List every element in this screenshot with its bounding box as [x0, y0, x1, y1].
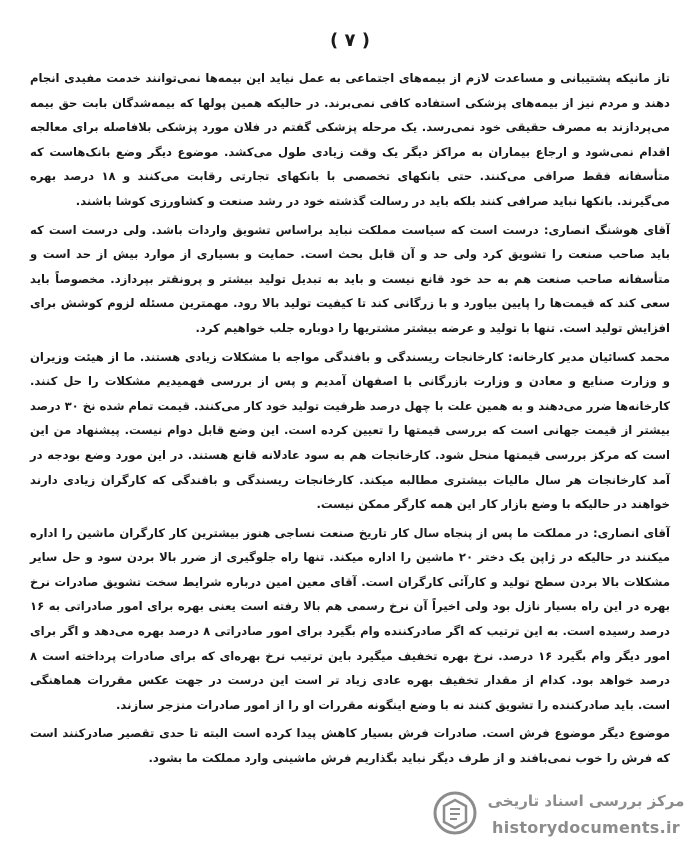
- paragraph: تاز مانیکه پشتیبانی و مساعدت لازم از بیمه‌های اجتماعی به عمل نیاید این بیمه‌ها نمی‌توانند خدمت مفیدی انجام دهند و مردم نیز از بیمه‌های پزشکی استفاده کافی نمی‌برند. در حالیکه همین پولها که بیمه‌شدگان بابت حق بیمه می‌پردازند به مصرف حقیقی خود نمی‌رسد. یک مرحله پزشکی گفتم در فلان مورد پزشکی بلافاصله برای معالجه اقدام نمی‌شود و ارجاع بیماران به مراکز دیگر یک وقت زیادی طول می‌کشد. موضوع دیگر وضع بانک‌هاست که متأسفانه فقط صرافی می‌کنند. حتی بانکهای تخصصی با بانکهای تجارتی رقابت می‌کنند و ۱۸ درصد بهره می‌گیرند. بانکها نباید صرافی کنند بلکه باید در رسالت گذشته خود در رشد صنعت و کشاورزی کوشا باشند.: [30, 71, 670, 208]
- paragraph: موضوع دیگر موضوع فرش است. صادرات فرش بسیار کاهش پیدا کرده است البته تا حدی تقصیر صادرکنند است که فرش را خوب نمی‌بافند و از طرف دیگر نباید بگذاریم فرش ماشینی وارد مملکت ما بشود.: [30, 726, 670, 766]
- watermark: [432, 786, 692, 846]
- watermark-url: historydocuments.ir: [492, 818, 680, 837]
- watermark-title: مرکز بررسی اسناد تاریخی: [487, 792, 685, 810]
- document-body: [30, 66, 670, 775]
- paragraph: آقای انصاری: در مملکت ما پس از پنجاه سال کار تاریخ صنعت نساجی هنوز بیشترین کار کارگران ماشین را اداره میکنند در حالیکه در ژاپن یک دختر ۲۰ ماشین را اداره میکند. تنها راه جلوگیری از ضرر بالا بردن سود و حل سایر مشکلات بالا بردن سطح تولید و کارآئی کارگران است. آقای معین امین درباره شرایط سخت تشویق صادرات نرخ بهره در این راه بسیار نازل بود ولی اخیراً آن نرخ رسمی هم بالا رفته است یعنی بهره برای امور صادراتی به ۱۶ درصد رسیده است. به این ترتیب که اگر صادرکننده وام بگیرد برای امور صادراتی ۸ درصد بهره می‌دهد و اگر برای امور دیگر وام بگیرد ۱۶ درصد. نرخ بهره تخفیف میگیرد باین ترتیب نرخ بهره‌ای که برای صادرات پرداخته است ۸ درصد خواهد بود. کدام از مقدار تخفیف بهره عادی زیاد تر است این درست در جهت عکس مقررات هماهنگی است. باید صادرکننده را تشویق کنند نه با وضع اینگونه مقررات او را از امور صادرات منزجر سازند.: [30, 525, 670, 712]
- archive-logo-icon: [432, 790, 478, 836]
- paragraph: محمد کسائیان مدیر کارخانه: کارخانجات ریسندگی و بافندگی مواجه با مشکلات زیادی هستند. ما از هیئت وزیران و وزارت صنایع و معادن و وزارت بازرگانی با اصفهان آمدیم و پس از بررسی فهمیدیم مشکلات را حل کنند. کارخانه‌ها ضرر می‌دهند و به همین علت با چهل درصد ظرفیت تولید خود کار می‌کنند. قیمت تمام شده نخ ۳۰ درصد بیشتر از قیمت جهانی است که بررسی قیمتها را تعیین کرده است. این وضع قابل دوام نیست. پیشنهاد من این است که مرکز بررسی قیمتها منحل شود. کارخانجات هم به سود عادلانه قانع هستند. در این مورد وضع بودجه در آمد کارخانجات هر سال مالیات بیشتری مطالبه میکند. کارخانجات ریسندگی و بافندگی که کارگران زیادی دارند خواهند در حالیکه با وضع بازار کار این همه کارگر ممکن نیست.: [30, 349, 671, 512]
- paragraph: آقای هوشنگ انصاری: درست است که سیاست مملکت نباید براساس تشویق واردات باشد. ولی درست است که باید صاحب صنعت را تشویق کرد ولی حد و آن قابل بحث است. حمایت و بسیاری از موارد بیش از حد است و متأسفانه صاحب صنعت هم به حد خود قانع نیست و باید به تبدیل تولید بیشتر و پرونقتر بپردازد. مخصوصاً باید سعی کند که قیمت‌ها را پایین بیاورد و با زرگانی کند تا کیفیت تولید بالا رود. مهمترین مسئله لزوم کوشش برای افزایش تولید است. تنها با تولید و عرضه بیشتر مشتریها را دوباره جلب خواهیم کرد.: [30, 222, 670, 335]
- page-number: ( ۷ ): [330, 30, 370, 51]
